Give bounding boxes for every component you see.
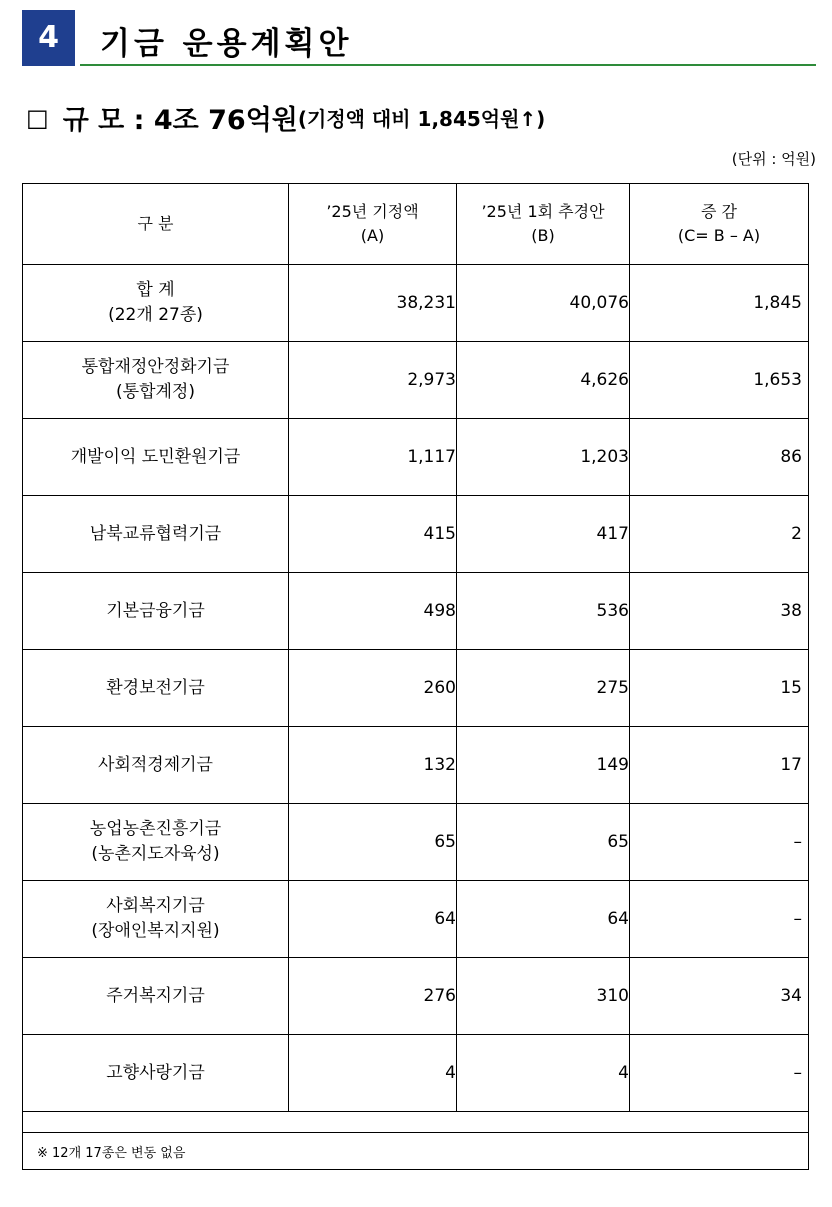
table-spacer-row — [23, 1112, 809, 1133]
cell-change: 15 — [630, 650, 809, 727]
spacer-cell — [23, 1112, 809, 1133]
cell-existing: 64 — [289, 881, 457, 958]
row-name-line1: 통합재정안정화기금 — [81, 357, 230, 377]
table-row — [23, 727, 809, 804]
cell-change: – — [630, 804, 809, 881]
table-row — [23, 804, 809, 881]
cell-existing: 4 — [289, 1035, 457, 1112]
row-name-line1: 남북교류협력기금 — [89, 523, 222, 544]
row-name — [23, 650, 289, 727]
cell-change: 86 — [630, 419, 809, 496]
row-name-line2: (장애인복지지원) — [91, 921, 220, 941]
cell-change: – — [630, 1035, 809, 1112]
fund-table — [22, 183, 809, 1170]
table-row — [23, 342, 809, 419]
header-existing-code: (A) — [360, 226, 385, 245]
table-row — [23, 650, 809, 727]
table-row — [23, 573, 809, 650]
table-row — [23, 1035, 809, 1112]
table-row — [23, 958, 809, 1035]
cell-supplementary: 310 — [457, 958, 630, 1035]
unit-note: (단위 : 억원) — [731, 150, 816, 168]
row-name — [23, 881, 289, 958]
row-name-line1: 개발이익 도민환원기금 — [70, 446, 241, 467]
row-name-line1: 사회복지기금 — [106, 896, 205, 916]
section-title: 기금 운용계획안 — [100, 26, 353, 62]
cell-change: 1,653 — [630, 342, 809, 419]
cell-existing: 276 — [289, 958, 457, 1035]
cell-existing: 415 — [289, 496, 457, 573]
row-name-line2: (통합계정) — [116, 382, 195, 402]
header-supplementary — [457, 184, 630, 265]
table-row-total — [23, 265, 809, 342]
cell-supplementary: 4 — [457, 1035, 630, 1112]
cell-supplementary: 417 — [457, 496, 630, 573]
cell-change: 17 — [630, 727, 809, 804]
row-name-line2: (농촌지도자육성) — [91, 844, 220, 864]
cell-supplementary: 536 — [457, 573, 630, 650]
cell-existing: 65 — [289, 804, 457, 881]
row-name — [23, 496, 289, 573]
cell-change: 34 — [630, 958, 809, 1035]
cell-supplementary: 275 — [457, 650, 630, 727]
section-header — [22, 10, 816, 66]
cell-supplementary: 64 — [457, 881, 630, 958]
cell-supplementary: 1,203 — [457, 419, 630, 496]
scale-main-text: 규 모 : 4조 76억원 — [62, 105, 298, 136]
cell-change: 2 — [630, 496, 809, 573]
row-name-line2: (22개 27종) — [108, 305, 203, 325]
cell-existing: 498 — [289, 573, 457, 650]
header-supplementary-label: ’25년 1회 추경안 — [481, 202, 605, 221]
table-header-row — [23, 184, 809, 265]
cell-change: 1,845 — [630, 265, 809, 342]
scale-summary — [26, 98, 545, 137]
checkbox-bullet-icon: □ — [26, 103, 49, 132]
row-name — [23, 419, 289, 496]
cell-supplementary: 4,626 — [457, 342, 630, 419]
cell-supplementary: 65 — [457, 804, 630, 881]
row-name-line1: 고향사랑기금 — [106, 1062, 205, 1083]
table-row — [23, 419, 809, 496]
section-number: 4 — [22, 10, 75, 66]
row-name-line1: 농업농촌진흥기금 — [89, 819, 222, 839]
table-row — [23, 496, 809, 573]
table-row — [23, 881, 809, 958]
header-change-label: 증 감 — [701, 202, 737, 221]
header-change — [630, 184, 809, 265]
row-name-line1: 합 계 — [136, 280, 175, 300]
row-name-line1: 주거복지기금 — [106, 985, 205, 1006]
row-name — [23, 958, 289, 1035]
cell-supplementary: 149 — [457, 727, 630, 804]
header-divider — [80, 64, 816, 66]
header-category-label: 구 분 — [137, 214, 174, 233]
cell-supplementary: 40,076 — [457, 265, 630, 342]
cell-existing: 1,117 — [289, 419, 457, 496]
row-name-line1: 환경보전기금 — [106, 677, 205, 698]
header-category — [23, 184, 289, 265]
cell-existing: 132 — [289, 727, 457, 804]
row-name — [23, 727, 289, 804]
cell-existing: 260 — [289, 650, 457, 727]
table-footnote-row — [23, 1133, 809, 1170]
footnote: ※ 12개 17종은 변동 없음 — [23, 1133, 809, 1170]
header-existing-label: ’25년 기정액 — [326, 202, 419, 221]
header-supplementary-code: (B) — [531, 226, 555, 245]
row-name — [23, 573, 289, 650]
cell-existing: 2,973 — [289, 342, 457, 419]
header-existing — [289, 184, 457, 265]
row-name — [23, 1035, 289, 1112]
row-name-line1: 기본금융기금 — [106, 600, 205, 621]
header-change-formula: (C= B – A) — [677, 226, 761, 245]
cell-change: – — [630, 881, 809, 958]
row-name — [23, 804, 289, 881]
cell-existing: 38,231 — [289, 265, 457, 342]
row-name — [23, 265, 289, 342]
row-name — [23, 342, 289, 419]
cell-change: 38 — [630, 573, 809, 650]
scale-sub-text: (기정액 대비 1,845억원↑) — [297, 107, 546, 131]
row-name-line1: 사회적경제기금 — [98, 754, 213, 775]
